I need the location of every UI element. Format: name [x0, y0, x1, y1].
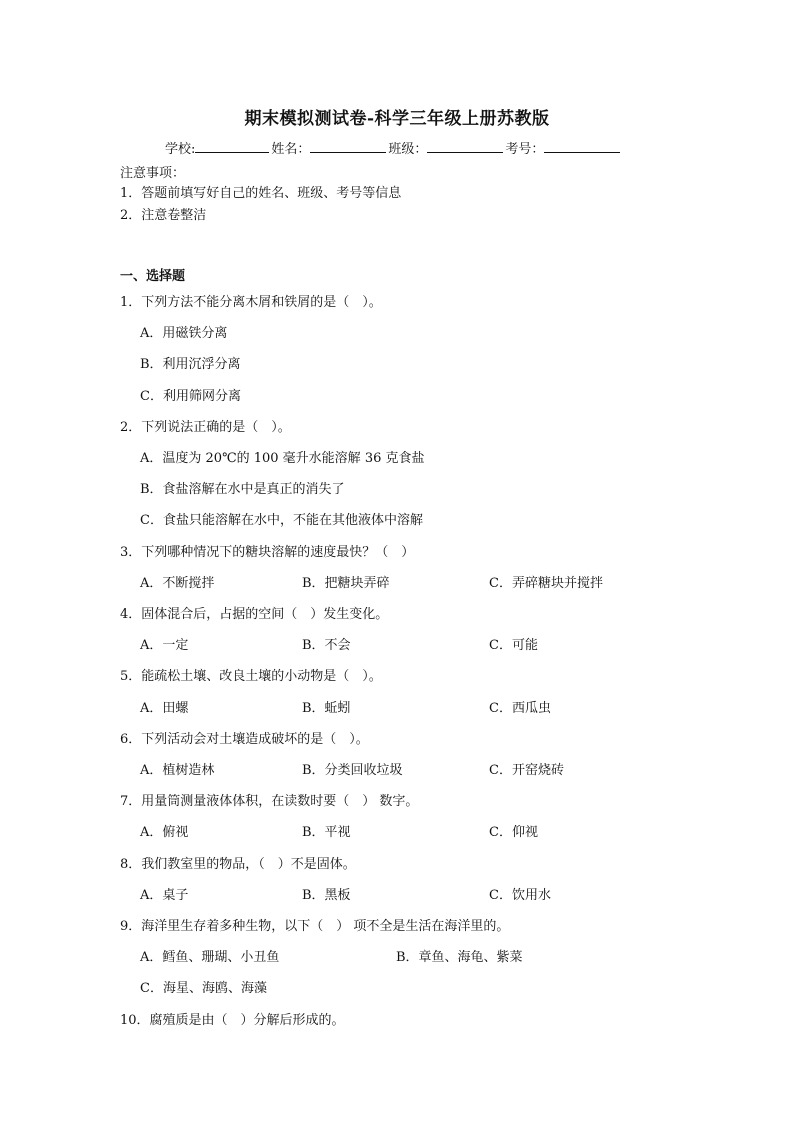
question-stem: 10．腐殖质是由（ ）分解后形成的。 [120, 1013, 345, 1028]
question-option[interactable]: C．利用筛网分离 [140, 389, 241, 404]
question-option[interactable]: C．食盐只能溶解在水中，不能在其他液体中溶解 [140, 513, 423, 528]
section-title: 一、选择题 [120, 269, 186, 284]
class-blank[interactable] [427, 140, 503, 153]
question-option[interactable]: C．仰视 [489, 825, 538, 840]
question-option[interactable]: C．弄碎糖块并搅拌 [489, 576, 603, 591]
question-option[interactable]: B．把糖块弄碎 [302, 576, 390, 591]
question-option[interactable]: B．黑板 [302, 888, 351, 903]
question-stem: 9．海洋里生存着多种生物，以下（ ） 项不全是生活在海洋里的。 [120, 919, 510, 934]
question-option[interactable]: C．开窑烧砖 [489, 763, 564, 778]
notice-item: 1．答题前填写好自己的姓名、班级、考号等信息 [120, 186, 402, 201]
question-option[interactable]: A．桌子 [140, 888, 189, 903]
question-option[interactable]: B．章鱼、海龟、紫菜 [396, 950, 523, 965]
question-stem: 7．用量筒测量液体体积，在读数时要（ ） 数字。 [120, 794, 419, 809]
question-option[interactable]: A．鳕鱼、珊瑚、小丑鱼 [140, 950, 280, 965]
question-stem: 6．下列活动会对土壤造成破坏的是（ ）。 [120, 732, 369, 747]
id-blank[interactable] [544, 140, 620, 153]
question-option[interactable]: B．平视 [302, 825, 351, 840]
question-stem: 4．固体混合后，占据的空间（ ）发生变化。 [120, 607, 389, 622]
page-title: 期末模拟测试卷-科学三年级上册苏教版 [244, 109, 550, 129]
student-info-row [165, 138, 622, 157]
question-option[interactable]: C．饮用水 [489, 888, 551, 903]
notice-heading: 注意事项： [120, 166, 186, 181]
question-option[interactable]: A．俯视 [140, 825, 189, 840]
question-stem: 3．下列哪种情况下的糖块溶解的速度最快？（ ） [120, 545, 415, 560]
question-stem: 5．能疏松土壤、改良土壤的小动物是（ ）。 [120, 669, 382, 684]
question-stem: 8．我们教室里的物品，（ ）不是固体。 [120, 857, 356, 872]
notice-item: 2．注意卷整洁 [120, 208, 207, 223]
question-option[interactable]: A．一定 [140, 638, 189, 653]
question-option[interactable]: C．海星、海鸥、海藻 [140, 981, 267, 996]
question-option[interactable]: B．利用沉浮分离 [140, 357, 241, 372]
question-option[interactable]: A．植树造林 [140, 763, 215, 778]
name-label: 姓名： [271, 142, 311, 157]
school-blank[interactable] [195, 140, 269, 153]
question-option[interactable]: B．分类回收垃圾 [302, 763, 403, 778]
name-blank[interactable] [310, 140, 386, 153]
id-label: 考号： [505, 142, 545, 157]
question-option[interactable]: B．不会 [302, 638, 351, 653]
question-option[interactable]: A．田螺 [140, 701, 189, 716]
question-option[interactable]: A．不断搅拌 [140, 576, 215, 591]
school-label: 学校: [165, 142, 196, 157]
class-label: 班级： [388, 142, 428, 157]
question-option[interactable]: A．用磁铁分离 [140, 326, 228, 341]
question-stem: 1．下列方法不能分离木屑和铁屑的是（ ）。 [120, 295, 382, 310]
question-option[interactable]: B．蚯蚓 [302, 701, 351, 716]
question-stem: 2．下列说法正确的是（ ）。 [120, 420, 291, 435]
question-option[interactable]: C．可能 [489, 638, 538, 653]
question-option[interactable]: C．西瓜虫 [489, 701, 551, 716]
question-option[interactable]: A．温度为 20℃的 100 毫升水能溶解 36 克食盐 [140, 451, 425, 466]
question-option[interactable]: B．食盐溶解在水中是真正的消失了 [140, 482, 345, 497]
